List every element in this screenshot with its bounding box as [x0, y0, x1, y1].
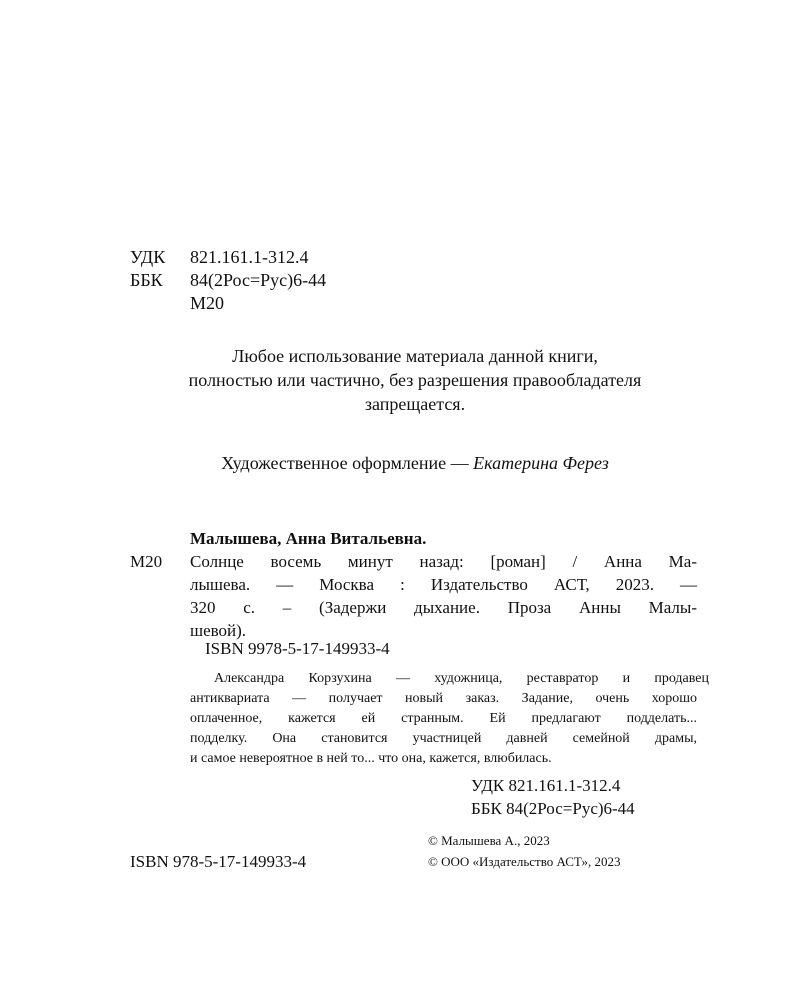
annotation-line: Александра Корзухина — художница, реставратор и продавец	[214, 671, 709, 686]
record-author: Малышева, Анна Витальевна.	[190, 529, 427, 548]
notice-line: полностью или частично, без разрешения правообладателя	[188, 370, 642, 390]
notice-line: Любое использование материала данной книги,	[232, 346, 598, 366]
udk-row	[130, 246, 430, 268]
record-description-line: 320 с. – (Задержи дыхание. Проза Анны Малы-	[190, 598, 697, 617]
bbk-row	[130, 269, 430, 291]
copyright-publisher: © ООО «Издательство АСТ», 2023	[428, 854, 621, 869]
design-credit	[100, 451, 730, 475]
record-description-line: шевой).	[190, 621, 247, 640]
record-author-mark: М20	[130, 552, 163, 571]
notice-line: запрещается.	[364, 394, 466, 414]
annotation-line: оплаченное, кажется ей странным. Ей предлагают подделать...	[190, 711, 697, 726]
author-mark-top: М20	[190, 293, 225, 313]
designer-name: Екатерина Ферез	[473, 453, 609, 473]
record-udk: УДК 821.161.1-312.4	[471, 776, 621, 795]
author-mark-row	[130, 292, 430, 314]
record-description-line: лышева. — Москва : Издательство АСТ, 2023. —	[190, 575, 697, 594]
annotation-line: и самое невероятное в ней то... что она, кажется, влюбилась.	[190, 751, 552, 766]
design-credit-label: Художественное оформление —	[221, 453, 469, 473]
record-bbk: ББК 84(2Рос=Рус)6-44	[471, 799, 635, 818]
annotation-line: антиквариата — получает новый заказ. Задание, очень хорошо	[190, 691, 697, 706]
annotation-line: подделку. Она становится участницей давней семейной драмы,	[190, 731, 697, 746]
copyright-notice	[100, 344, 730, 416]
copyright-author: © Малышева А., 2023	[428, 833, 550, 848]
record-isbn: ISBN 9978-5-17-149933-4	[205, 639, 390, 658]
bbk-value: 84(2Рос=Рус)6-44	[190, 270, 327, 290]
record-description-line: Солнце восемь минут назад: [роман] / Анна Ма-	[190, 552, 697, 571]
footer-isbn: ISBN 978-5-17-149933-4	[130, 852, 307, 871]
udk-label: УДК	[130, 247, 166, 267]
udk-value: 821.161.1-312.4	[190, 247, 309, 267]
bbk-label: ББК	[130, 270, 163, 290]
